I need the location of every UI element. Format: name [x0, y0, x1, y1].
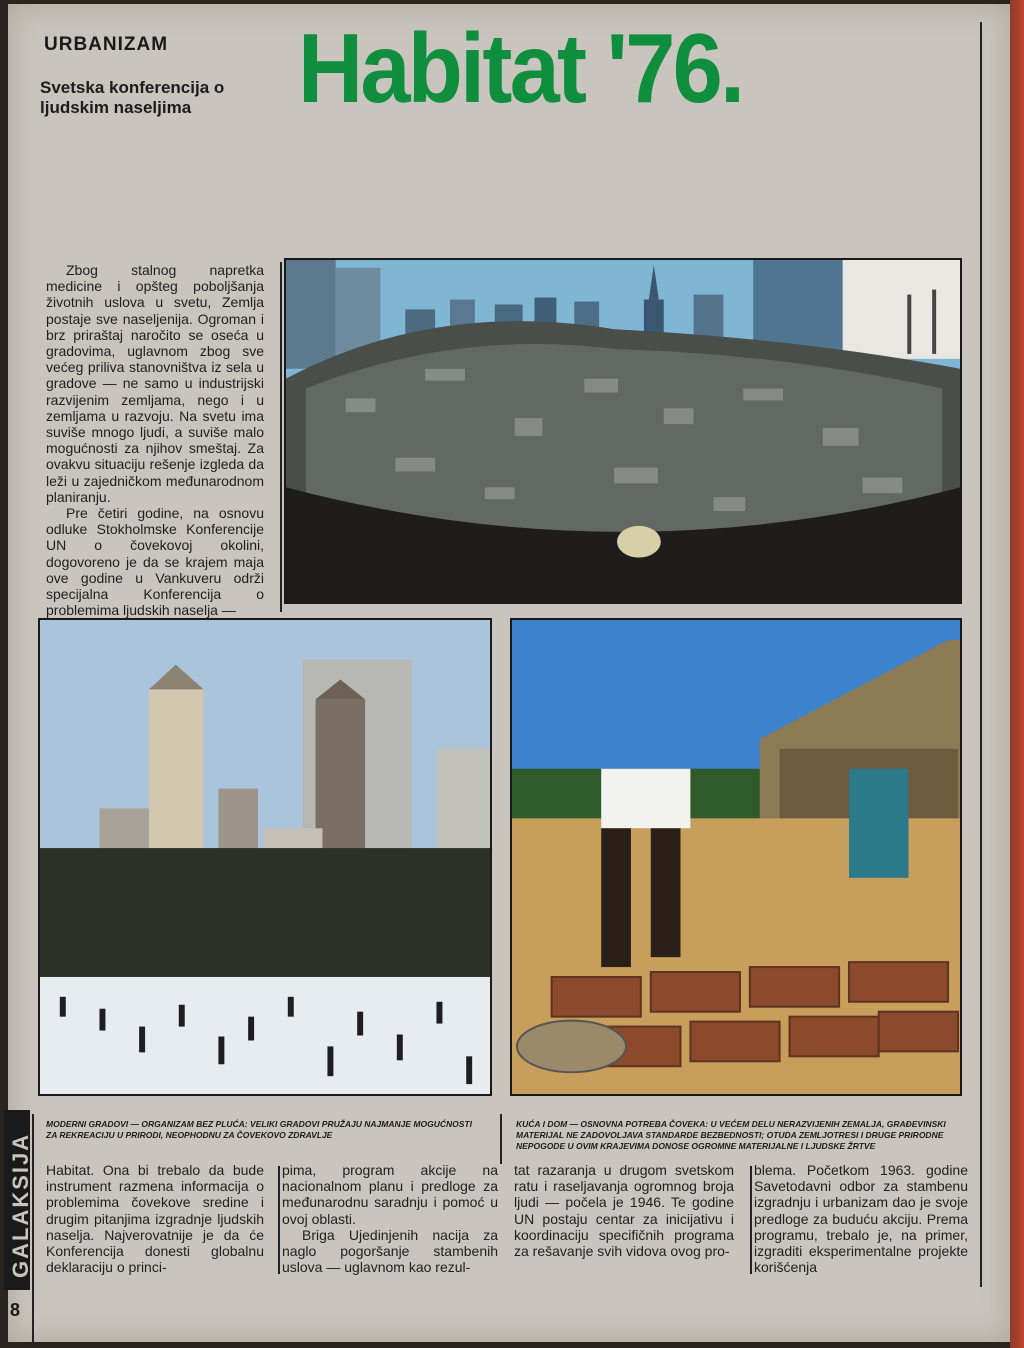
body-column-1: Habitat. Ona bi trebalo da bude instrument razmena informacija o problemima čovekove sredine i drugim pitanjima izgradnje ljudskih naselja. Najverovatnije je da će Konferencija donesti globalnu deklaraciju o princi- — [46, 1162, 264, 1276]
intro-paragraph-1: Zbog stalnog napretka medicine i opšteg poboljšanja životnih uslova u svetu, Zemlja postaje sve naseljenija. Ogroman i brz priraštaj naročito se oseća u gradovima, uglavnom zbog sve većeg priliva stanovništva iz sela u gradove — ne samo u industrijski razvijenim zemljama, nego i u zemljama u razvoju. Na svetu ima suviše mnogo ljudi, a suviše malo mogućnosti za njihov smeštaj. Za ovakvu situaciju rešenje izgleda da leži u zajedničkom međunarodnom planiranju. — [46, 262, 264, 505]
intro-paragraph-2: Pre četiri godine, na osnovu odluke Stokholmske Konferencije UN o čovekovoj okolini, dogovoreno je da se krajem maja ove godine u Vankuveru održi specijalna Konferencija o problemima ljudskih naselja — — [46, 505, 264, 619]
city-skating-image — [40, 620, 490, 1094]
photo-city-skating — [38, 618, 492, 1096]
body-column-3: tat razaranja u drugom svetskom ratu i raseljavanja ogromnog broja ljudi — počela je 1946. Te godine UN postaju centar za inicijativu i koordinaciju specifičnih programa za rešavanje svih vidova ovog pro- — [514, 1162, 734, 1260]
page-title: Habitat '76. — [298, 13, 743, 123]
column-rule — [280, 262, 282, 612]
mud-bricks-image — [512, 620, 960, 1094]
column-rule — [278, 1166, 280, 1274]
section-label: URBANIZAM — [44, 34, 169, 55]
column-rule — [750, 1166, 752, 1274]
magazine-masthead — [4, 1110, 33, 1290]
photo-mud-bricks — [510, 618, 962, 1096]
body-column-4: blema. Početkom 1963. godine Savetodavni odbor za stambenu izgradnju i urbanizam dao je svoje predloge za buduću akciju. Prema programu, trebalo je, na primer, izgraditi eksperimentalne projekte korišćenja — [754, 1162, 968, 1276]
body-column-2 — [282, 1162, 498, 1275]
body-column-2-part-1: pima, program akcije na nacionalnom planu i predloge za međunarodnu saradnju i pomoć u ovoj oblasti. — [282, 1162, 498, 1227]
subheadline: Svetska konferencija o ljudskim naseljima — [40, 78, 225, 117]
right-margin-rule — [980, 22, 982, 1287]
intro-text — [46, 262, 264, 618]
page-edge — [1010, 0, 1024, 1348]
photo-scrap-heap — [284, 258, 962, 604]
page-number: 8 — [10, 1300, 21, 1320]
body-column-2-part-2: Briga Ujedinjenih nacija za naglo pogoršanje stambenih uslova — uglavnom kao rezul- — [282, 1226, 498, 1276]
caption-left: MODERNI GRADOVI — ORGANIZAM BEZ PLUĆA: VELIKI GRADOVI PRUŽAJU NAJMANJE MOGUĆNOSTI ZA REKREACIJU U PRIRODI, NEOPHODNU ZA ČOVEKOVO ZDRAVLJE — [46, 1119, 472, 1140]
masthead-name: GALAKSIJA — [8, 1132, 33, 1278]
caption-divider — [500, 1114, 502, 1164]
caption-right: KUĆA I DOM — OSNOVNA POTREBA ČOVEKA: U VEĆEM DELU NERAZVIJENIH ZEMALJA, GRAĐEVINSKI MATERIJAL NE ZADOVOLJAVA STANDARDE BEZBEDNOSTI; OTUDA ZEMLJOTRESI I DRUGE PRIRODNE NEPOGODE U OVIM KRAJEVIMA DONOSE OGROMNE MATERIJALNE I LJUDSKE ŽRTVE — [516, 1119, 946, 1151]
scrap-heap-image — [286, 260, 960, 602]
